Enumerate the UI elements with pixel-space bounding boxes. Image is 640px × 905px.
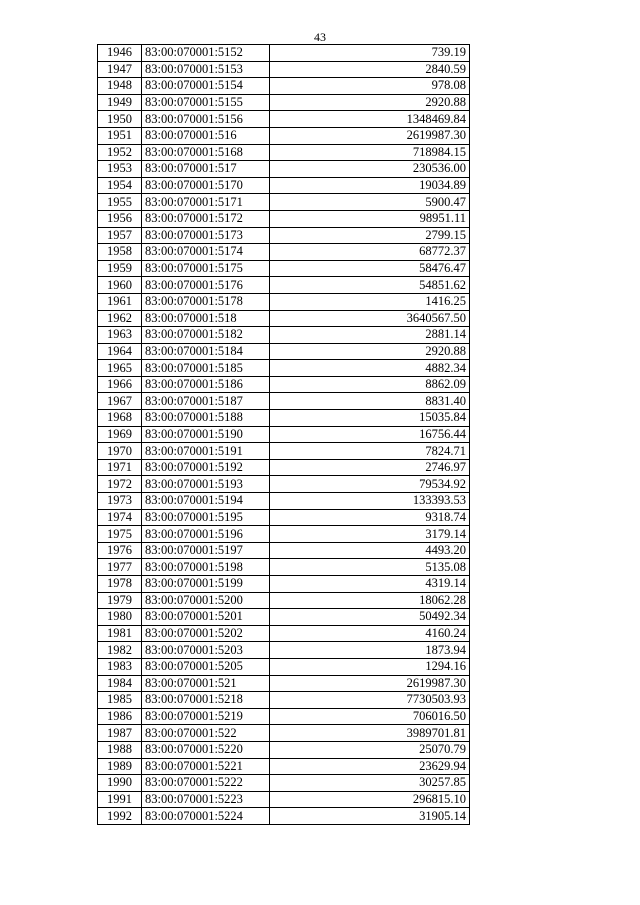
value-cell: 739.19 xyxy=(270,45,470,62)
table-row xyxy=(98,443,470,460)
row-number-cell: 1973 xyxy=(98,493,142,510)
cadastral-number-cell: 83:00:070001:5191 xyxy=(142,443,270,460)
row-number-cell: 1972 xyxy=(98,476,142,493)
table-row xyxy=(98,476,470,493)
row-number-cell: 1989 xyxy=(98,758,142,775)
value-cell: 5900.47 xyxy=(270,194,470,211)
value-cell: 31905.14 xyxy=(270,808,470,825)
row-number-cell: 1967 xyxy=(98,393,142,410)
value-cell: 1416.25 xyxy=(270,293,470,310)
table-row xyxy=(98,725,470,742)
value-cell: 2920.88 xyxy=(270,343,470,360)
row-number-cell: 1975 xyxy=(98,526,142,543)
cadastral-number-cell: 83:00:070001:5221 xyxy=(142,758,270,775)
table-row xyxy=(98,94,470,111)
row-number-cell: 1957 xyxy=(98,227,142,244)
table-row xyxy=(98,459,470,476)
row-number-cell: 1962 xyxy=(98,310,142,327)
cadastral-number-cell: 83:00:070001:5154 xyxy=(142,78,270,95)
row-number-cell: 1970 xyxy=(98,443,142,460)
row-number-cell: 1948 xyxy=(98,78,142,95)
table-row xyxy=(98,642,470,659)
cadastral-number-cell: 83:00:070001:5176 xyxy=(142,277,270,294)
row-number-cell: 1982 xyxy=(98,642,142,659)
table-row xyxy=(98,111,470,128)
table-body xyxy=(98,45,470,825)
cadastral-number-cell: 83:00:070001:5171 xyxy=(142,194,270,211)
table-row xyxy=(98,327,470,344)
table-row xyxy=(98,609,470,626)
value-cell: 1873.94 xyxy=(270,642,470,659)
value-cell: 8831.40 xyxy=(270,393,470,410)
row-number-cell: 1950 xyxy=(98,111,142,128)
value-cell: 68772.37 xyxy=(270,244,470,261)
cadastral-number-cell: 83:00:070001:5185 xyxy=(142,360,270,377)
table-row xyxy=(98,360,470,377)
table-row xyxy=(98,144,470,161)
table-row xyxy=(98,61,470,78)
cadastral-number-cell: 83:00:070001:5155 xyxy=(142,94,270,111)
table-row xyxy=(98,576,470,593)
cadastral-number-cell: 83:00:070001:5156 xyxy=(142,111,270,128)
value-cell: 15035.84 xyxy=(270,410,470,427)
row-number-cell: 1966 xyxy=(98,376,142,393)
value-cell: 79534.92 xyxy=(270,476,470,493)
value-cell: 2746.97 xyxy=(270,459,470,476)
table-row xyxy=(98,775,470,792)
row-number-cell: 1954 xyxy=(98,177,142,194)
table-row xyxy=(98,758,470,775)
cadastral-number-cell: 83:00:070001:5201 xyxy=(142,609,270,626)
cadastral-number-cell: 83:00:070001:521 xyxy=(142,675,270,692)
table-row xyxy=(98,542,470,559)
table-row xyxy=(98,592,470,609)
row-number-cell: 1961 xyxy=(98,293,142,310)
cadastral-number-cell: 83:00:070001:5187 xyxy=(142,393,270,410)
table-row xyxy=(98,692,470,709)
table-row xyxy=(98,310,470,327)
table-row xyxy=(98,426,470,443)
table-row xyxy=(98,194,470,211)
row-number-cell: 1953 xyxy=(98,161,142,178)
table-row xyxy=(98,161,470,178)
value-cell: 1294.16 xyxy=(270,658,470,675)
value-cell: 16756.44 xyxy=(270,426,470,443)
row-number-cell: 1952 xyxy=(98,144,142,161)
cadastral-number-cell: 83:00:070001:5202 xyxy=(142,625,270,642)
row-number-cell: 1976 xyxy=(98,542,142,559)
value-cell: 1348469.84 xyxy=(270,111,470,128)
table-row xyxy=(98,808,470,825)
table-row xyxy=(98,658,470,675)
value-cell: 50492.34 xyxy=(270,609,470,626)
cadastral-number-cell: 83:00:070001:518 xyxy=(142,310,270,327)
row-number-cell: 1983 xyxy=(98,658,142,675)
cadastral-number-cell: 83:00:070001:5188 xyxy=(142,410,270,427)
row-number-cell: 1990 xyxy=(98,775,142,792)
value-cell: 2619987.30 xyxy=(270,675,470,692)
cadastral-number-cell: 83:00:070001:5195 xyxy=(142,509,270,526)
value-cell: 8862.09 xyxy=(270,376,470,393)
row-number-cell: 1984 xyxy=(98,675,142,692)
value-cell: 98951.11 xyxy=(270,210,470,227)
value-cell: 5135.08 xyxy=(270,559,470,576)
value-cell: 9318.74 xyxy=(270,509,470,526)
row-number-cell: 1955 xyxy=(98,194,142,211)
cadastral-number-cell: 83:00:070001:517 xyxy=(142,161,270,178)
value-cell: 4882.34 xyxy=(270,360,470,377)
row-number-cell: 1977 xyxy=(98,559,142,576)
value-cell: 2619987.30 xyxy=(270,127,470,144)
table-row xyxy=(98,293,470,310)
table-row xyxy=(98,559,470,576)
row-number-cell: 1964 xyxy=(98,343,142,360)
value-cell: 3989701.81 xyxy=(270,725,470,742)
table-row xyxy=(98,376,470,393)
cadastral-number-cell: 83:00:070001:5220 xyxy=(142,741,270,758)
table-row xyxy=(98,741,470,758)
cadastral-number-cell: 83:00:070001:5194 xyxy=(142,493,270,510)
table-row xyxy=(98,343,470,360)
table-row xyxy=(98,277,470,294)
row-number-cell: 1986 xyxy=(98,708,142,725)
table-row xyxy=(98,708,470,725)
table-row xyxy=(98,177,470,194)
cadastral-number-cell: 83:00:070001:5190 xyxy=(142,426,270,443)
row-number-cell: 1968 xyxy=(98,410,142,427)
value-cell: 3179.14 xyxy=(270,526,470,543)
cadastral-number-cell: 83:00:070001:5219 xyxy=(142,708,270,725)
table-row xyxy=(98,791,470,808)
table-row xyxy=(98,78,470,95)
value-cell: 23629.94 xyxy=(270,758,470,775)
value-cell: 19034.89 xyxy=(270,177,470,194)
row-number-cell: 1978 xyxy=(98,576,142,593)
cadastral-number-cell: 83:00:070001:5186 xyxy=(142,376,270,393)
row-number-cell: 1985 xyxy=(98,692,142,709)
cadastral-number-cell: 83:00:070001:5222 xyxy=(142,775,270,792)
cadastral-number-cell: 83:00:070001:5175 xyxy=(142,260,270,277)
value-cell: 4160.24 xyxy=(270,625,470,642)
cadastral-number-cell: 83:00:070001:5170 xyxy=(142,177,270,194)
row-number-cell: 1992 xyxy=(98,808,142,825)
table-row xyxy=(98,127,470,144)
table-row xyxy=(98,493,470,510)
table-row xyxy=(98,509,470,526)
value-cell: 2920.88 xyxy=(270,94,470,111)
row-number-cell: 1958 xyxy=(98,244,142,261)
row-number-cell: 1949 xyxy=(98,94,142,111)
value-cell: 25070.79 xyxy=(270,741,470,758)
row-number-cell: 1965 xyxy=(98,360,142,377)
table-row xyxy=(98,244,470,261)
cadastral-number-cell: 83:00:070001:5197 xyxy=(142,542,270,559)
cadastral-number-cell: 83:00:070001:5152 xyxy=(142,45,270,62)
cadastral-number-cell: 83:00:070001:5196 xyxy=(142,526,270,543)
table-row xyxy=(98,625,470,642)
row-number-cell: 1979 xyxy=(98,592,142,609)
cadastral-number-cell: 83:00:070001:5182 xyxy=(142,327,270,344)
cadastral-number-cell: 83:00:070001:5193 xyxy=(142,476,270,493)
table-row xyxy=(98,260,470,277)
value-cell: 978.08 xyxy=(270,78,470,95)
table-row xyxy=(98,393,470,410)
value-cell: 718984.15 xyxy=(270,144,470,161)
row-number-cell: 1988 xyxy=(98,741,142,758)
value-cell: 4493.20 xyxy=(270,542,470,559)
cadastral-number-cell: 83:00:070001:5199 xyxy=(142,576,270,593)
table-row xyxy=(98,410,470,427)
page-number: 43 xyxy=(314,30,326,44)
row-number-cell: 1946 xyxy=(98,45,142,62)
value-cell: 3640567.50 xyxy=(270,310,470,327)
row-number-cell: 1959 xyxy=(98,260,142,277)
cadastral-number-cell: 83:00:070001:5198 xyxy=(142,559,270,576)
value-cell: 296815.10 xyxy=(270,791,470,808)
value-cell: 18062.28 xyxy=(270,592,470,609)
value-cell: 4319.14 xyxy=(270,576,470,593)
cadastral-number-cell: 83:00:070001:516 xyxy=(142,127,270,144)
value-cell: 2881.14 xyxy=(270,327,470,344)
value-cell: 58476.47 xyxy=(270,260,470,277)
table-row xyxy=(98,45,470,62)
cadastral-number-cell: 83:00:070001:5184 xyxy=(142,343,270,360)
row-number-cell: 1956 xyxy=(98,210,142,227)
row-number-cell: 1969 xyxy=(98,426,142,443)
cadastral-number-cell: 83:00:070001:5223 xyxy=(142,791,270,808)
value-cell: 133393.53 xyxy=(270,493,470,510)
row-number-cell: 1971 xyxy=(98,459,142,476)
cadastral-number-cell: 83:00:070001:5153 xyxy=(142,61,270,78)
value-cell: 2799.15 xyxy=(270,227,470,244)
cadastral-number-cell: 83:00:070001:5174 xyxy=(142,244,270,261)
cadastral-number-cell: 83:00:070001:5173 xyxy=(142,227,270,244)
row-number-cell: 1947 xyxy=(98,61,142,78)
value-cell: 230536.00 xyxy=(270,161,470,178)
row-number-cell: 1981 xyxy=(98,625,142,642)
row-number-cell: 1960 xyxy=(98,277,142,294)
cadastral-number-cell: 83:00:070001:5168 xyxy=(142,144,270,161)
cadastral-number-cell: 83:00:070001:5200 xyxy=(142,592,270,609)
table-row xyxy=(98,227,470,244)
cadastral-value-table xyxy=(97,44,470,825)
value-cell: 706016.50 xyxy=(270,708,470,725)
row-number-cell: 1951 xyxy=(98,127,142,144)
value-cell: 30257.85 xyxy=(270,775,470,792)
table-row xyxy=(98,210,470,227)
cadastral-number-cell: 83:00:070001:5218 xyxy=(142,692,270,709)
cadastral-number-cell: 83:00:070001:5203 xyxy=(142,642,270,659)
value-cell: 7824.71 xyxy=(270,443,470,460)
row-number-cell: 1974 xyxy=(98,509,142,526)
row-number-cell: 1980 xyxy=(98,609,142,626)
table-row xyxy=(98,675,470,692)
cadastral-number-cell: 83:00:070001:5205 xyxy=(142,658,270,675)
cadastral-number-cell: 83:00:070001:522 xyxy=(142,725,270,742)
cadastral-number-cell: 83:00:070001:5172 xyxy=(142,210,270,227)
cadastral-number-cell: 83:00:070001:5224 xyxy=(142,808,270,825)
cadastral-number-cell: 83:00:070001:5192 xyxy=(142,459,270,476)
row-number-cell: 1963 xyxy=(98,327,142,344)
value-cell: 7730503.93 xyxy=(270,692,470,709)
value-cell: 54851.62 xyxy=(270,277,470,294)
table-row xyxy=(98,526,470,543)
value-cell: 2840.59 xyxy=(270,61,470,78)
row-number-cell: 1987 xyxy=(98,725,142,742)
cadastral-number-cell: 83:00:070001:5178 xyxy=(142,293,270,310)
row-number-cell: 1991 xyxy=(98,791,142,808)
